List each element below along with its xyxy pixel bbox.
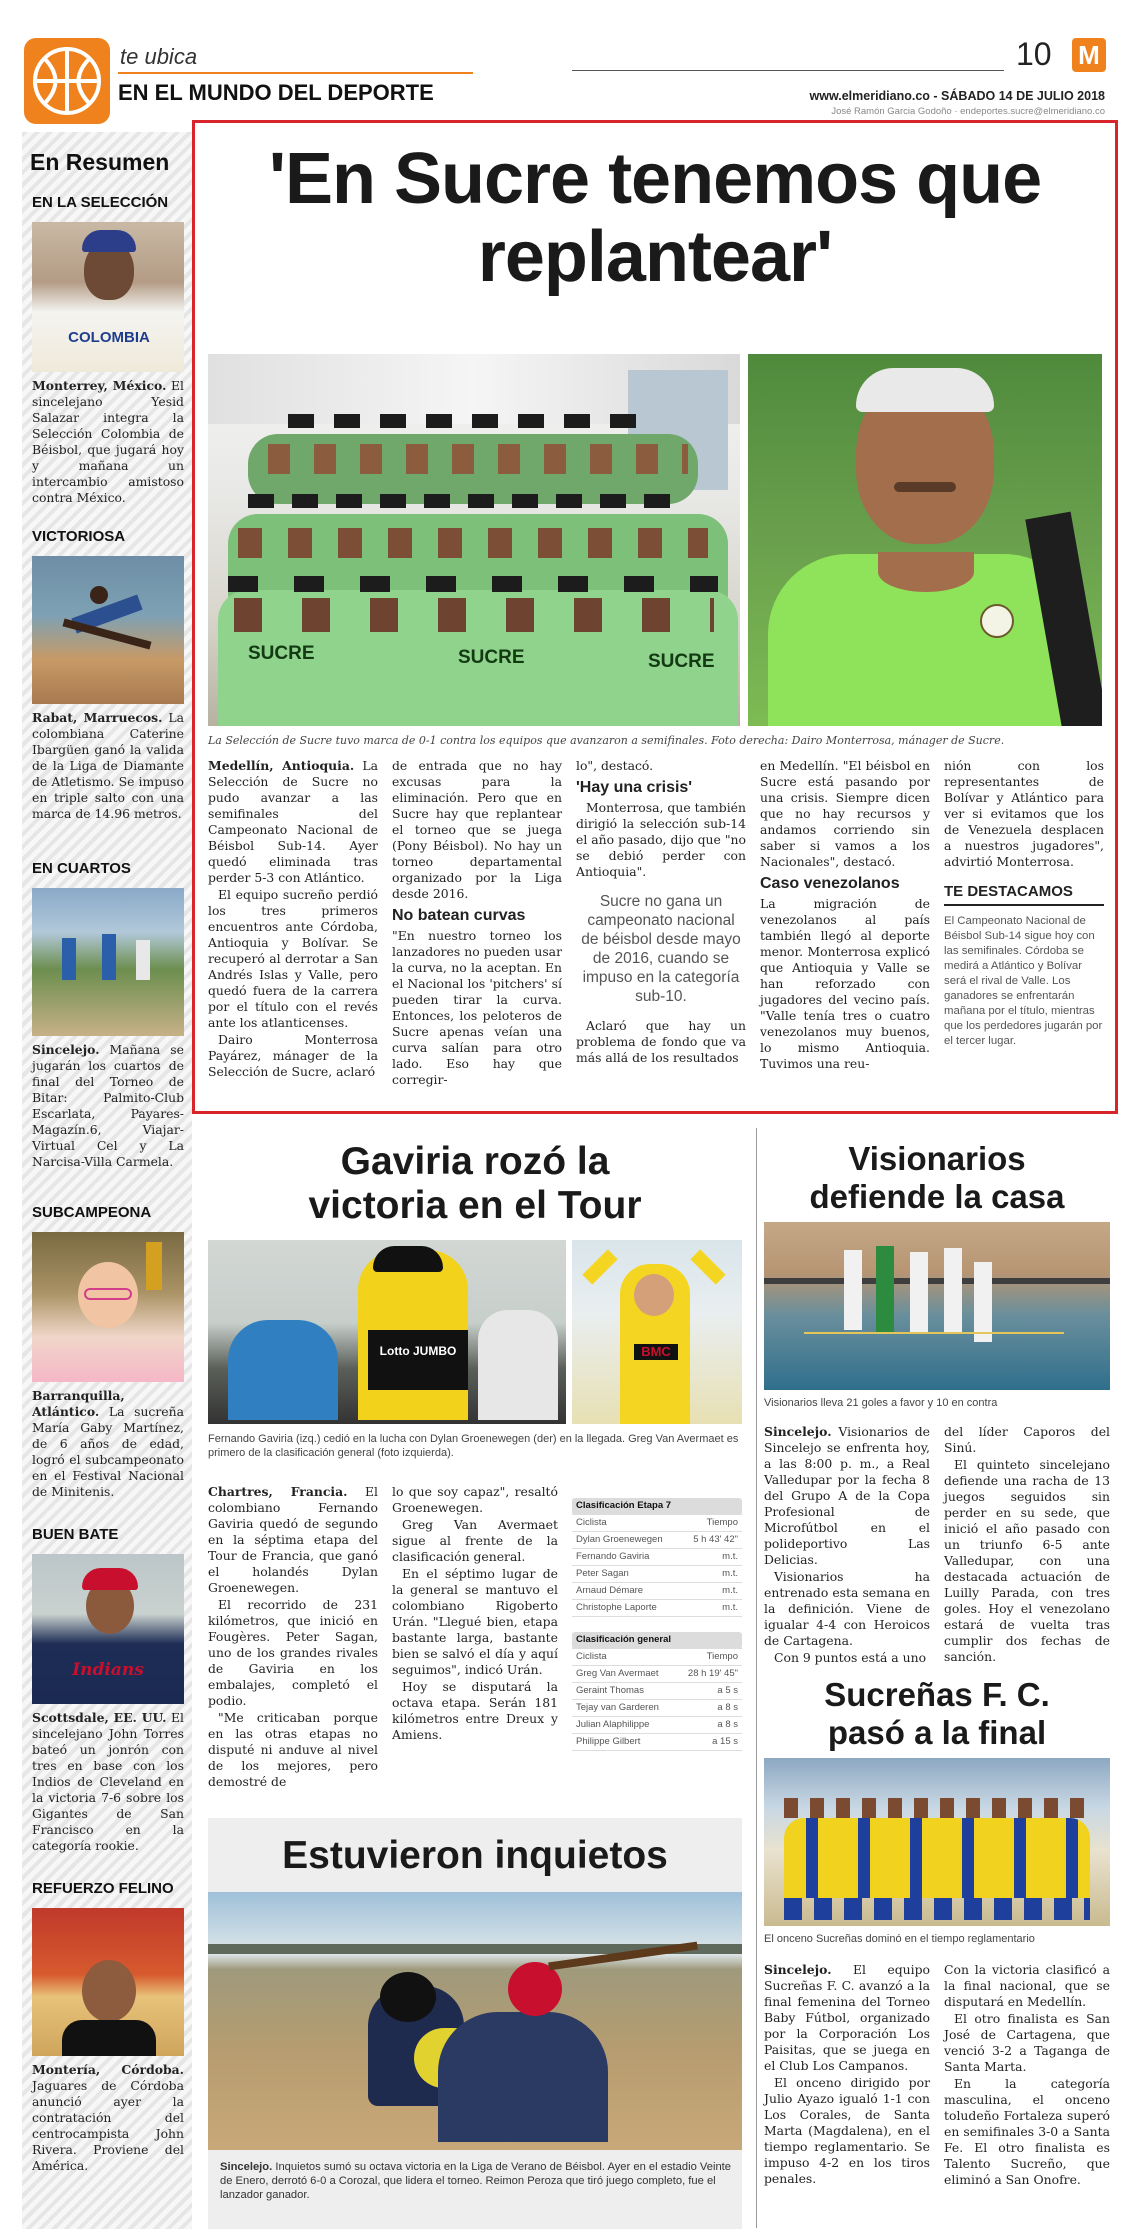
inquietos-photo bbox=[208, 1892, 742, 2150]
text: m.t. bbox=[681, 1600, 742, 1617]
main-col-1 bbox=[208, 758, 378, 1081]
text: En la categoría masculina, el onceno toludeño Fortaleza superó en semifinales 3-0 a Santa Fe. El otro finalista es Talento Sucreño, que eliminó a San Onofre. bbox=[944, 2076, 1110, 2187]
text: Tiempo bbox=[676, 1649, 742, 1666]
section-logo-basketball-icon bbox=[24, 38, 110, 124]
subhead: 'Hay una crisis' bbox=[576, 779, 693, 796]
text: Visionarios de Sincelejo se enfrenta hoy, a las 8:00 p. m., a Real Valledupar por la fecha 8 del Grupo A de la Copa Profesional de Microfútbol en el polideportivo Las Delicias. bbox=[764, 1424, 930, 1567]
sidebar-photo-tennis-girl bbox=[32, 1232, 184, 1382]
table-row bbox=[572, 1583, 742, 1600]
text: Sincelejo. bbox=[220, 2161, 273, 2173]
text: Tiempo bbox=[681, 1515, 742, 1532]
table-row bbox=[572, 1515, 742, 1532]
text: El colombiano Fernando Gaviria quedó de segundo en la séptima etapa del Tour de Francia, que ganó el holandés Dylan Groenewegen. bbox=[208, 1484, 378, 1595]
jersey-text: COLOMBIA bbox=[68, 329, 150, 346]
text: pasó a la final bbox=[827, 1714, 1047, 1751]
text: Dairo Monterrosa Payárez, mánager de la Selección de Sucre, aclaró bbox=[208, 1032, 378, 1079]
text: Sincelejo. bbox=[32, 1042, 100, 1057]
sidebar-text bbox=[32, 1042, 184, 1170]
text: m.t. bbox=[681, 1549, 742, 1566]
text: 5 h 43' 42" bbox=[681, 1532, 742, 1549]
main-col-5 bbox=[944, 758, 1104, 1050]
inquietos-caption bbox=[220, 2160, 734, 2202]
main-caption: La Selección de Sucre tuvo marca de 0-1 contra los equipos que avanzaron a semifinales. Foto derecha: Dairo Monterrosa, mánager de Sucre. bbox=[208, 734, 1005, 747]
text: Con la victoria clasificó a la final nacional, que se disputará en Medellín. bbox=[944, 1962, 1110, 2009]
top-rule bbox=[572, 70, 1004, 71]
sucrenas-photo bbox=[764, 1758, 1110, 1926]
sidebar-text bbox=[32, 1710, 184, 1854]
text: Ciclista bbox=[572, 1515, 681, 1532]
text: Greg Van Avermaet bbox=[572, 1666, 676, 1683]
box-title: TE DESTACAMOS bbox=[944, 882, 1104, 906]
text: Jaguares de Córdoba anunció ayer la contratación del centrocampista John Rivera. Proviene del América. bbox=[32, 2078, 184, 2173]
table-row bbox=[572, 1549, 742, 1566]
text: "En nuestro torneo los lanzadores no pueden usar la curva, no la aceptan. En el Nacional los 'pitchers' sí pueden tirar la curva. Entonces, los peloteros de Sucre apenas veían una curva salían para otro lado. Eso hay que corregir- bbox=[392, 928, 562, 1087]
sucrenas-col-2 bbox=[944, 1962, 1110, 2189]
subhead: No batean curvas bbox=[392, 907, 526, 924]
visionarios-col-2 bbox=[944, 1424, 1110, 1666]
table-row bbox=[572, 1683, 742, 1700]
tour-col-1 bbox=[208, 1484, 378, 1791]
kicker-rule bbox=[118, 72, 473, 74]
text: del líder Caporos del Sinú. bbox=[944, 1424, 1110, 1455]
text: Philippe Gilbert bbox=[572, 1734, 676, 1751]
table-row bbox=[572, 1734, 742, 1751]
sidebar-text bbox=[32, 378, 184, 506]
text: Tejay van Garderen bbox=[572, 1700, 676, 1717]
text: El quinteto sincelejano defiende una racha de 13 juegos seguidos sin perder en su sede, que inició el año pasado con un triunfo 6-5 ante Valledupar, con una destacada actuación de Luilly Parada, con tres goles. Hoy el venezolano estará de vuelta tras cumplir dos fechas de sanción. bbox=[944, 1457, 1110, 1664]
text: El equipo Sucreñas F. C. avanzó a la final femenina del Torneo Baby Fútbol, organizado por la Corporación Los Paisitas, que se juega en el Club Los Campanos. bbox=[764, 1962, 930, 2073]
sucrenas-col-1 bbox=[764, 1962, 930, 2188]
text: defiende la casa bbox=[809, 1178, 1065, 1215]
text: Christophe Laporte bbox=[572, 1600, 681, 1617]
sidebar-heading: VICTORIOSA bbox=[32, 528, 126, 545]
jersey-text: BMC bbox=[634, 1344, 678, 1360]
section-kicker: te ubica bbox=[120, 44, 198, 69]
text: Aclaró que hay un problema de fondo que va más allá de los resultados bbox=[576, 1018, 746, 1065]
pull-quote: Sucre no gana un campeonato nacional de béisbol desde mayo de 2016, cuando se impuso en la categoría sub-10. bbox=[581, 893, 741, 1005]
main-col-3 bbox=[576, 758, 746, 1067]
visionarios-col-1 bbox=[764, 1424, 930, 1667]
text: El equipo sucreño perdió los tres primeros encuentros ante Córdoba, Antioquia y Bolívar. Se recuperó al derrotar a San Andrés Islas y Valle, pero quedó fuera de la carrera por el título con el revés ante los atlanticenses. bbox=[208, 887, 378, 1030]
sidebar-photo-baseball bbox=[32, 1554, 184, 1704]
table-row bbox=[572, 1700, 742, 1717]
text: m.t. bbox=[681, 1583, 742, 1600]
sidebar-heading: EN LA SELECCIÓN bbox=[32, 194, 169, 211]
main-col-4 bbox=[760, 758, 930, 1073]
text: Fernando Gaviria bbox=[572, 1549, 681, 1566]
text: Barranquilla, Atlántico. bbox=[32, 1388, 125, 1419]
text: Ciclista bbox=[572, 1649, 676, 1666]
text: El sincelejano Yesid Salazar integra la Selección Colombia de Béisbol, que jugará hoy y mañana un intercambio amistoso contra México. bbox=[32, 378, 184, 505]
brand-logo: M bbox=[1072, 38, 1106, 72]
general-ranking bbox=[572, 1632, 742, 1751]
sidebar-heading: BUEN BATE bbox=[32, 1526, 119, 1543]
text: Scottsdale, EE. UU. bbox=[32, 1710, 167, 1725]
text: La sucreña María Gaby Martínez, de 6 años de edad, logró el subcampeonato en el Festival Nacional de Minitenis. bbox=[32, 1404, 184, 1499]
jersey-text: SUCRE bbox=[648, 651, 715, 672]
text: Hoy se disputará la octava etapa. Serán 181 kilómetros entre Dreux y Amiens. bbox=[392, 1679, 558, 1742]
table-row bbox=[572, 1666, 742, 1683]
table-row bbox=[572, 1717, 742, 1734]
text: a 5 s bbox=[676, 1683, 742, 1700]
text: en Medellín. "El béisbol en Sucre está pasando por una crisis. Siempre dicen que no hay recursos y andamos corriendo sin saber si vamos a los Nacionales", destacó. bbox=[760, 758, 930, 869]
sidebar-photo-soccer bbox=[32, 888, 184, 1036]
text: de entrada que no hay excusas para la eliminación. Pero que en Sucre hay que replantear el torneo que se juega (Pony Béisbol). No hay un torneo departamental organizado por la Liga desde 2016. bbox=[392, 758, 562, 901]
text: El sincelejano John Torres bateó un jonrón con tres en base con los Indios de Cleveland en la victoria 7-6 sobre los Gigantes de San Francisco en la categoría rookie. bbox=[32, 1710, 184, 1853]
text: Sincelejo. bbox=[764, 1962, 832, 1977]
text: nión con los representantes de Bolívar y Atlántico para ver si evitamos que los de Venezuela desplacen a nuestros jugadores", advirtió Monterrosa. bbox=[944, 758, 1104, 869]
sucrenas-caption: El onceno Sucreñas dominó en el tiempo reglamentario bbox=[764, 1933, 1035, 1945]
visionarios-caption: Visionarios lleva 21 goles a favor y 10 en contra bbox=[764, 1397, 998, 1409]
text: victoria en el Tour bbox=[308, 1184, 642, 1227]
text: Arnaud Démare bbox=[572, 1583, 681, 1600]
sidebar-text bbox=[32, 2062, 184, 2174]
sidebar-text bbox=[32, 1388, 184, 1500]
text: Inquietos sumó su octava victoria en la Liga de Verano de Béisbol. Ayer en el estadio Veinte de Enero, derrotó 6-0 a Corozal, que lidera el torneo. Reimon Peroza que tiró juego completo, fue el lanzador ganador. bbox=[220, 2161, 732, 2201]
jersey-text: SUCRE bbox=[248, 643, 315, 664]
text: Rabat, Marruecos. bbox=[32, 710, 163, 725]
basketball-icon bbox=[24, 38, 110, 124]
text: lo", destacó. bbox=[576, 758, 654, 773]
page-number: 10 bbox=[1016, 36, 1052, 72]
text: Chartres, Francia. bbox=[208, 1484, 348, 1499]
subhead: Caso venezolanos bbox=[760, 875, 900, 892]
manager-photo bbox=[748, 354, 1102, 726]
text: lo que soy capaz", resaltó Groenewegen. bbox=[392, 1484, 558, 1515]
text: a 8 s bbox=[676, 1700, 742, 1717]
tour-photo-sprint bbox=[208, 1240, 566, 1424]
column-divider bbox=[756, 1128, 757, 2228]
text: Montería, Córdoba. bbox=[32, 2062, 184, 2077]
text: El onceno dirigido por Julio Ayazo igualó 1-1 con Los Corales, de Santa Marta (Magdalena), en el tiempo reglamentario. Se impuso 4-2 en los tiros penales. bbox=[764, 2075, 930, 2186]
sidebar-photo-footballer bbox=[32, 1908, 184, 2056]
text: 28 h 19' 45" bbox=[676, 1666, 742, 1683]
text: Greg Van Avermaet sigue al frente de la clasificación general. bbox=[392, 1517, 558, 1564]
sidebar-photo-athlete bbox=[32, 556, 184, 704]
tour-headline bbox=[208, 1140, 742, 1228]
sucrenas-headline bbox=[764, 1676, 1110, 1752]
text: Visionarios ha entrenado esta semana en la definición. Viene de igualar 4-4 con Heroicos de Cartagena. bbox=[764, 1569, 930, 1648]
text: La migración de venezolanos al país también llegó al deporte menor. Monterrosa explicó que Antioquia y Valle se han reforzado con jugadores del vecino país. "Valle tenía tres o cuatro venezolanos muy buenos, lo mismo Antioquia. Tuvimos una reu- bbox=[760, 896, 930, 1071]
text: El otro finalista es San José de Cartagena, que venció 3-2 a Taganga de Santa Marta. bbox=[944, 2011, 1110, 2074]
visionarios-headline bbox=[764, 1140, 1110, 1216]
sidebar-photo-player bbox=[32, 222, 184, 372]
dateline: www.elmeridiano.co - SÁBADO 14 DE JULIO 2018 bbox=[809, 89, 1105, 103]
text: "Me criticaban porque en las otras etapas no disputé ni anduve al nivel de los mejores, pero demostré de bbox=[208, 1710, 378, 1789]
text: Mañana se jugarán los cuartos de final del Torneo de Bitar: Palmito-Club Escarlata, Payares-Magazín.6, Viajar-Virtual Cel y La Narcisa-Villa Carmela. bbox=[32, 1042, 184, 1169]
inquietos-headline: Estuvieron inquietos bbox=[282, 1834, 668, 1877]
sidebar-heading: SUBCAMPEONA bbox=[32, 1204, 152, 1221]
stage-ranking bbox=[572, 1498, 742, 1617]
table-row bbox=[572, 1566, 742, 1583]
table-row bbox=[572, 1600, 742, 1617]
visionarios-photo bbox=[764, 1222, 1110, 1390]
byline: José Ramón Garcia Godoño · endeportes.sucre@elmeridiano.co bbox=[831, 106, 1105, 117]
sidebar-text bbox=[32, 710, 184, 822]
jersey-text: SUCRE bbox=[458, 647, 525, 668]
text: Sucreñas F. C. bbox=[824, 1676, 1050, 1713]
section-title: EN EL MUNDO DEL DEPORTE bbox=[118, 80, 434, 105]
text: Visionarios bbox=[848, 1140, 1026, 1177]
table-row bbox=[572, 1649, 742, 1666]
sidebar-heading: EN CUARTOS bbox=[32, 860, 131, 877]
text: Sincelejo. bbox=[764, 1424, 832, 1439]
text: Gaviria rozó la bbox=[340, 1140, 610, 1183]
text: a 15 s bbox=[676, 1734, 742, 1751]
sidebar-heading: REFUERZO FELINO bbox=[32, 1880, 174, 1897]
text: El recorrido de 231 kilómetros, que inició en Fougères. Peter Sagan, uno de los grandes rivales de Gaviria en los embalajes, completó el podio. bbox=[208, 1597, 378, 1708]
text: Julian Alaphilippe bbox=[572, 1717, 676, 1734]
stage-ranking-title: Clasificación Etapa 7 bbox=[572, 1498, 742, 1515]
tour-caption: Fernando Gaviria (izq.) cedió en la lucha con Dylan Groenewegen (der) en la llegada. Greg Van Avermaet es primero de la clasificación general (foto izquierda). bbox=[208, 1433, 739, 1459]
main-headline: 'En Sucre tenemos que replantear' bbox=[268, 139, 1042, 297]
tour-photo-leader bbox=[572, 1240, 742, 1424]
text: Medellín, Antioquia. bbox=[208, 758, 355, 773]
box-text: El Campeonato Nacional de Béisbol Sub-14 sigue hoy con las semifinales. Córdoba se medirá a Atlántico y Bolívar será el rival de Valle. Los ganadores se enfrentarán mañana por el título, mientras que los perdedores jugarán por el tercer lugar. bbox=[944, 915, 1103, 1047]
text: Monterrey, México. bbox=[32, 378, 167, 393]
general-ranking-title: Clasificación general bbox=[572, 1632, 742, 1649]
text: Geraint Thomas bbox=[572, 1683, 676, 1700]
text: m.t. bbox=[681, 1566, 742, 1583]
text: Monterrosa, que también dirigió la selección sub-14 el año pasado, dijo que "no se debió perder con Antioquia". bbox=[576, 800, 746, 879]
table-row bbox=[572, 1532, 742, 1549]
tour-col-2 bbox=[392, 1484, 558, 1744]
text: Peter Sagan bbox=[572, 1566, 681, 1583]
issue-date: SÁBADO 14 DE JULIO 2018 bbox=[941, 89, 1105, 103]
text: La Selección de Sucre no pudo avanzar a las semifinales del Campeonato Nacional de Béisbol Sub-14. Ayer quedó eliminada tras perder 5-3 con Atlántico. bbox=[208, 758, 378, 885]
team-photo bbox=[208, 354, 740, 726]
text: Dylan Groenewegen bbox=[572, 1532, 681, 1549]
jersey-text: Lotto JUMBO bbox=[379, 1344, 457, 1358]
jersey-text: Indians bbox=[72, 1660, 144, 1680]
text: Con 9 puntos está a uno bbox=[774, 1650, 927, 1665]
sidebar-title: En Resumen bbox=[30, 149, 170, 175]
text: En el séptimo lugar de la general se mantuvo el colombiano Rigoberto Urán. "Llegué bien, etapa bastante larga, bastante bien se salvó el día y aquí seguimos", indicó Urán. bbox=[392, 1566, 558, 1677]
text: a 8 s bbox=[676, 1717, 742, 1734]
main-col-2 bbox=[392, 758, 562, 1089]
header bbox=[0, 0, 1140, 122]
text: La colombiana Caterine Ibargüen ganó la valida de la Liga de Diamante de Atletismo. Se impuso en triple salto con una marca de 14.96 metros. bbox=[32, 710, 184, 821]
site-url[interactable]: www.elmeridiano.co bbox=[809, 89, 930, 103]
